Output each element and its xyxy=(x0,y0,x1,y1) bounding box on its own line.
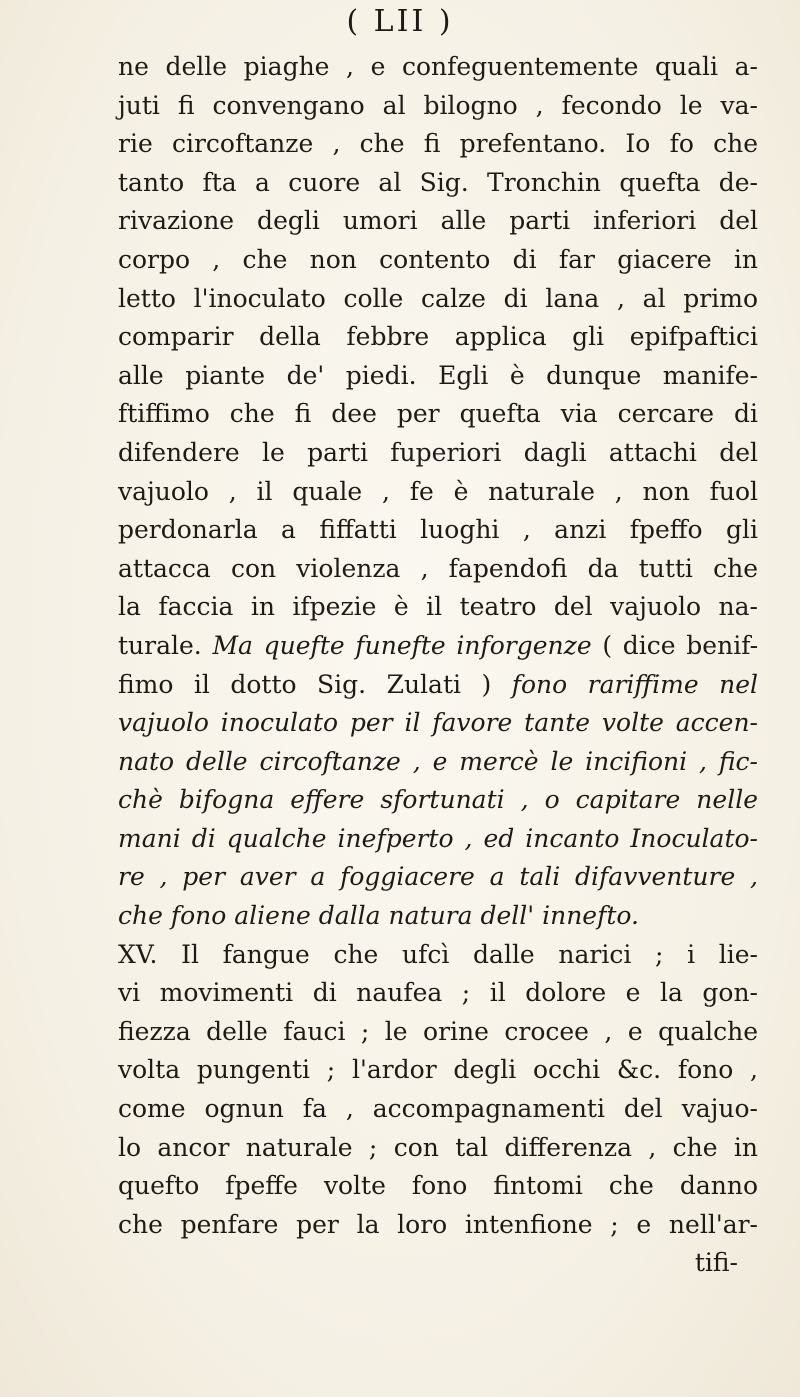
text-line: corpo , che non contento di far giacere in xyxy=(118,244,758,274)
roman-segment: ( dice benif- xyxy=(591,630,759,660)
italic-quote-line: mani di qualche inefperto , ed incanto Inoculato- xyxy=(118,823,758,853)
text-line: fiezza delle fauci ; le orine crocee , e qualche xyxy=(118,1016,758,1046)
text-line: lo ancor naturale ; con tal differenza , che in xyxy=(118,1132,758,1162)
text-line: XV. Il fangue che ufcì dalle narici ; i lie- xyxy=(118,939,758,969)
text-line: come ognun fa , accompagnamenti del vajuo- xyxy=(118,1094,758,1124)
text-line: che penfare per la loro intenfione ; e nell'ar- xyxy=(118,1209,758,1239)
roman-segment: turale. xyxy=(118,630,213,660)
roman-segment: fimo il dotto Sig. Zulati ) xyxy=(118,669,512,699)
text-line: vajuolo , il quale , fe è naturale , non fuol xyxy=(118,476,758,506)
text-line: rivazione degli umori alle parti inferiori del xyxy=(118,206,758,236)
text-line: ftiffimo che fi dee per quefta via cercare di xyxy=(118,399,758,429)
italic-quote-segment: Ma quefte funefte inforgenze xyxy=(212,630,592,660)
text-line-mixed xyxy=(118,666,758,705)
text-line: ne delle piaghe , e confeguentemente quali a- xyxy=(118,52,758,81)
text-line: la faccia in ifpezie è il teatro del vajuolo na- xyxy=(118,592,758,622)
italic-quote-line: vajuolo inoculato per il favore tante volte accen- xyxy=(118,708,758,738)
italic-quote-segment: fono rariffime nel xyxy=(511,669,758,699)
text-line-mixed xyxy=(118,627,758,666)
text-line: vi movimenti di naufea ; il dolore e la gon- xyxy=(118,978,758,1008)
body-text xyxy=(118,48,758,1283)
italic-quote-line: re , per aver a foggiacere a tali difavventure , xyxy=(118,862,758,892)
italic-quote-line: che fono aliene dalla natura dell' innefto. xyxy=(118,901,639,931)
text-line: letto l'inoculato colle calze di lana , al primo xyxy=(118,283,758,313)
page-number: ( LII ) xyxy=(346,4,454,39)
text-line: tanto fta a cuore al Sig. Tronchin quefta de- xyxy=(118,167,758,197)
italic-quote-line: chè bifogna effere sfortunati , o capitare nelle xyxy=(118,785,758,815)
text-line: difendere le parti fuperiori dagli attachi del xyxy=(118,437,758,467)
text-line: volta pungenti ; l'ardor degli occhi &c. fono , xyxy=(118,1055,758,1085)
text-line: comparir della febbre applica gli epifpaftici xyxy=(118,322,758,352)
text-line: alle piante de' piedi. Egli è dunque manife- xyxy=(118,360,758,390)
text-line: quefto fpeffe volte fono fintomi che danno xyxy=(118,1171,758,1201)
text-line: rie circoftanze , che fi prefentano. Io fo che xyxy=(118,129,758,159)
text-line: juti fi convengano al bilogno , fecondo le va- xyxy=(118,90,758,120)
text-line: attacca con violenza , fapendofi da tutti che xyxy=(118,553,758,583)
text-line: perdonarla a fiffatti luoghi , anzi fpeffo gli xyxy=(118,515,758,545)
italic-quote-line: nato delle circoftanze , e mercè le incifioni , fic- xyxy=(118,746,758,776)
catchword: tifi- xyxy=(694,1248,738,1278)
